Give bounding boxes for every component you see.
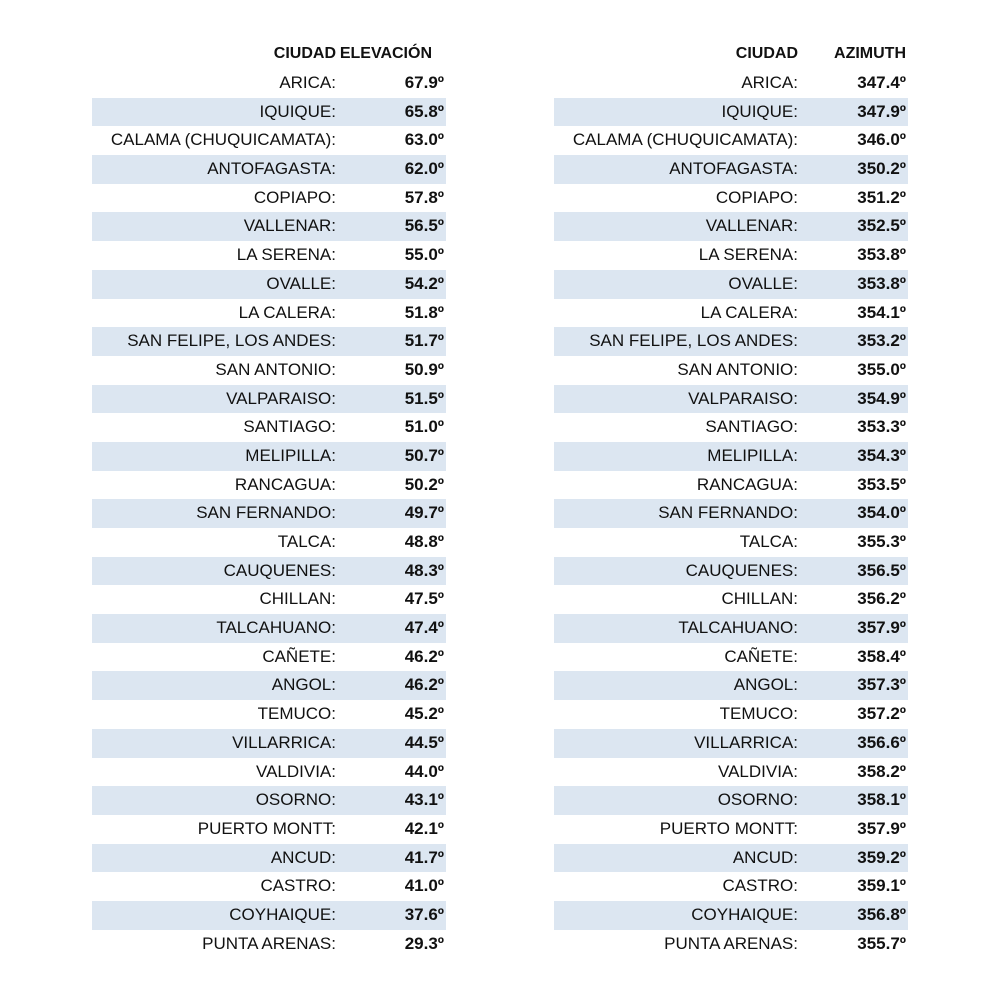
- city-name: PUNTA ARENAS:: [202, 933, 336, 953]
- city-name: VALDIVIA:: [256, 761, 336, 781]
- table-row: [92, 671, 446, 700]
- angle-value: 41.7º: [404, 847, 444, 867]
- table-row: [92, 184, 446, 213]
- city-name: RANCAGUA:: [696, 474, 798, 494]
- angle-value: 354.9º: [857, 388, 906, 408]
- angle-value: 357.2º: [857, 704, 906, 724]
- table-row: [554, 614, 908, 643]
- city-name: SANTIAGO:: [705, 417, 798, 437]
- angle-value: 63.0º: [404, 130, 444, 150]
- city-name: SAN FELIPE, LOS ANDES:: [127, 331, 336, 351]
- angle-value: 46.2º: [404, 646, 444, 666]
- angle-value: 48.3º: [404, 560, 444, 580]
- table-row: [92, 557, 446, 586]
- angle-value: 353.8º: [857, 273, 906, 293]
- city-name: VALLENAR:: [243, 216, 336, 236]
- city-name: SAN FERNANDO:: [658, 503, 798, 523]
- city-name: LA SERENA:: [236, 245, 336, 265]
- city-name: PUERTO MONTT:: [659, 818, 798, 838]
- angle-value: 46.2º: [404, 675, 444, 695]
- table-row: [92, 585, 446, 614]
- city-name: VALPARAISO:: [226, 388, 336, 408]
- city-name: COPIAPO:: [253, 187, 336, 207]
- table-row: [554, 270, 908, 299]
- table-row: [554, 671, 908, 700]
- elevation-value-header: ELEVACIÓN: [339, 45, 432, 62]
- city-name: ANTOFAGASTA:: [669, 159, 798, 179]
- table-row: [92, 126, 446, 155]
- city-name: CALAMA (CHUQUICAMATA):: [572, 130, 798, 150]
- table-row: [554, 385, 908, 414]
- city-name: MELIPILLA:: [707, 445, 798, 465]
- angle-value: 67.9º: [404, 73, 444, 92]
- angle-value: 56.5º: [404, 216, 444, 236]
- city-name: ANGOL:: [271, 675, 336, 695]
- table-row: [554, 585, 908, 614]
- angle-value: 356.2º: [857, 589, 906, 609]
- table-row: [92, 299, 446, 328]
- city-name: SAN ANTONIO:: [677, 359, 798, 379]
- city-name: IQUIQUE:: [721, 101, 798, 121]
- city-name: ANTOFAGASTA:: [207, 159, 336, 179]
- angle-value: 350.2º: [857, 159, 906, 179]
- city-name: CAUQUENES:: [685, 560, 798, 580]
- angle-value: 357.9º: [857, 618, 906, 638]
- city-name: OVALLE:: [728, 273, 798, 293]
- table-row: [92, 499, 446, 528]
- city-name: TALCA:: [277, 532, 336, 551]
- city-name: SANTIAGO:: [243, 417, 336, 437]
- table-row: [92, 327, 446, 356]
- angle-value: 51.8º: [404, 302, 444, 322]
- angle-value: 51.7º: [404, 331, 444, 351]
- table-row: [554, 557, 908, 586]
- angle-value: 57.8º: [404, 187, 444, 207]
- angle-value: 352.5º: [857, 216, 906, 236]
- city-name: CASTRO:: [722, 876, 798, 896]
- table-row: [92, 241, 446, 270]
- table-row: [92, 98, 446, 127]
- city-name: COPIAPO:: [715, 187, 798, 207]
- angle-value: 355.3º: [857, 532, 906, 551]
- city-name: CHILLAN:: [259, 589, 336, 609]
- city-name: CAUQUENES:: [223, 560, 336, 580]
- table-row: [92, 815, 446, 844]
- city-name: VILLARRICA:: [694, 732, 798, 752]
- table-row: [554, 356, 908, 385]
- city-name: CALAMA (CHUQUICAMATA):: [110, 130, 336, 150]
- table-row: [554, 499, 908, 528]
- angle-value: 355.7º: [857, 933, 906, 953]
- table-row: [554, 184, 908, 213]
- table-row: [92, 930, 446, 959]
- angle-value: 353.3º: [857, 417, 906, 437]
- city-name: ARICA:: [741, 73, 798, 92]
- table-row: [92, 786, 446, 815]
- angle-value: 51.0º: [404, 417, 444, 437]
- table-row: [554, 471, 908, 500]
- table-row: [554, 901, 908, 930]
- table-row: [92, 901, 446, 930]
- table-row: [554, 758, 908, 787]
- city-name: COYHAIQUE:: [229, 904, 336, 924]
- city-name: VILLARRICA:: [232, 732, 336, 752]
- table-row: [554, 930, 908, 959]
- table-row: [554, 844, 908, 873]
- angle-value: 357.3º: [857, 675, 906, 695]
- city-name: LA SERENA:: [698, 245, 798, 265]
- angle-value: 51.5º: [404, 388, 444, 408]
- angle-value: 359.1º: [857, 876, 906, 896]
- table-row: [554, 786, 908, 815]
- angle-value: 356.8º: [857, 904, 906, 924]
- azimuth-table-header: [554, 41, 908, 69]
- angle-value: 54.2º: [404, 273, 444, 293]
- angle-value: 355.0º: [857, 359, 906, 379]
- angle-value: 50.2º: [404, 474, 444, 494]
- table-row: [554, 729, 908, 758]
- angle-value: 50.7º: [404, 445, 444, 465]
- elevation-table-header: [92, 41, 446, 69]
- city-name: RANCAGUA:: [234, 474, 336, 494]
- table-row: [92, 442, 446, 471]
- angle-value: 44.0º: [404, 761, 444, 781]
- city-name: VALPARAISO:: [688, 388, 798, 408]
- table-row: [554, 700, 908, 729]
- angle-value: 45.2º: [404, 704, 444, 724]
- city-name: ANGOL:: [733, 675, 798, 695]
- table-row: [92, 413, 446, 442]
- city-name: CAÑETE:: [724, 646, 798, 666]
- city-name: OSORNO:: [255, 790, 336, 810]
- city-name: CHILLAN:: [721, 589, 798, 609]
- city-name: CASTRO:: [260, 876, 336, 896]
- angle-value: 347.4º: [857, 73, 906, 92]
- city-name: TEMUCO:: [257, 704, 336, 724]
- table-row: [554, 815, 908, 844]
- table-row: [554, 442, 908, 471]
- azimuth-value-header: AZIMUTH: [834, 45, 906, 62]
- city-name: ARICA:: [279, 73, 336, 92]
- city-name: SAN ANTONIO:: [215, 359, 336, 379]
- table-row: [92, 69, 446, 98]
- city-name: LA CALERA:: [238, 302, 336, 322]
- elevation-city-header: CIUDAD: [273, 45, 336, 62]
- angle-value: 47.5º: [404, 589, 444, 609]
- table-row: [554, 528, 908, 557]
- angle-value: 48.8º: [404, 532, 444, 551]
- table-row: [92, 212, 446, 241]
- table-row: [92, 614, 446, 643]
- angle-value: 347.9º: [857, 101, 906, 121]
- table-row: [554, 69, 908, 98]
- azimuth-city-header: CIUDAD: [735, 45, 798, 62]
- table-row: [554, 126, 908, 155]
- city-name: VALLENAR:: [705, 216, 798, 236]
- table-row: [92, 385, 446, 414]
- elevation-rows: [92, 69, 446, 958]
- table-row: [554, 212, 908, 241]
- table-row: [554, 872, 908, 901]
- city-name: PUERTO MONTT:: [197, 818, 336, 838]
- table-row: [92, 700, 446, 729]
- angle-value: 358.4º: [857, 646, 906, 666]
- angle-value: 43.1º: [404, 790, 444, 810]
- angle-value: 42.1º: [404, 818, 444, 838]
- city-name: IQUIQUE:: [259, 101, 336, 121]
- table-row: [92, 528, 446, 557]
- city-name: TALCA:: [739, 532, 798, 551]
- table-row: [92, 270, 446, 299]
- angle-value: 354.3º: [857, 445, 906, 465]
- table-row: [554, 155, 908, 184]
- angle-value: 55.0º: [404, 245, 444, 265]
- table-row: [554, 327, 908, 356]
- city-name: OVALLE:: [266, 273, 336, 293]
- city-name: PUNTA ARENAS:: [664, 933, 798, 953]
- city-name: VALDIVIA:: [718, 761, 798, 781]
- angle-value: 359.2º: [857, 847, 906, 867]
- elevation-table: [92, 41, 446, 958]
- city-name: TEMUCO:: [719, 704, 798, 724]
- city-name: SAN FELIPE, LOS ANDES:: [589, 331, 798, 351]
- table-row: [554, 643, 908, 672]
- angle-value: 356.6º: [857, 732, 906, 752]
- angle-value: 354.0º: [857, 503, 906, 523]
- table-row: [92, 844, 446, 873]
- angle-value: 351.2º: [857, 187, 906, 207]
- city-name: MELIPILLA:: [245, 445, 336, 465]
- angle-value: 29.3º: [404, 933, 444, 953]
- angle-value: 49.7º: [404, 503, 444, 523]
- angle-value: 47.4º: [404, 618, 444, 638]
- angle-value: 353.8º: [857, 245, 906, 265]
- angle-value: 346.0º: [857, 130, 906, 150]
- azimuth-table: [554, 41, 908, 958]
- table-row: [92, 729, 446, 758]
- city-name: SAN FERNANDO:: [196, 503, 336, 523]
- city-name: OSORNO:: [717, 790, 798, 810]
- city-name: ANCUD:: [732, 847, 798, 867]
- azimuth-rows: [554, 69, 908, 958]
- angle-value: 50.9º: [404, 359, 444, 379]
- table-row: [554, 98, 908, 127]
- table-row: [92, 758, 446, 787]
- angle-value: 358.1º: [857, 790, 906, 810]
- table-row: [92, 356, 446, 385]
- angle-value: 353.5º: [857, 474, 906, 494]
- angle-value: 44.5º: [404, 732, 444, 752]
- table-row: [92, 643, 446, 672]
- angle-value: 354.1º: [857, 302, 906, 322]
- table-row: [554, 413, 908, 442]
- angle-value: 358.2º: [857, 761, 906, 781]
- table-row: [554, 241, 908, 270]
- city-name: TALCAHUANO:: [678, 618, 798, 638]
- table-row: [92, 872, 446, 901]
- table-row: [92, 155, 446, 184]
- city-name: CAÑETE:: [262, 646, 336, 666]
- table-row: [554, 299, 908, 328]
- angle-value: 62.0º: [404, 159, 444, 179]
- angle-value: 65.8º: [404, 101, 444, 121]
- angle-value: 356.5º: [857, 560, 906, 580]
- city-name: LA CALERA:: [700, 302, 798, 322]
- angle-value: 357.9º: [857, 818, 906, 838]
- city-name: COYHAIQUE:: [691, 904, 798, 924]
- angle-value: 41.0º: [404, 876, 444, 896]
- table-row: [92, 471, 446, 500]
- city-name: TALCAHUANO:: [216, 618, 336, 638]
- angle-value: 353.2º: [857, 331, 906, 351]
- city-name: ANCUD:: [270, 847, 336, 867]
- angle-value: 37.6º: [404, 904, 444, 924]
